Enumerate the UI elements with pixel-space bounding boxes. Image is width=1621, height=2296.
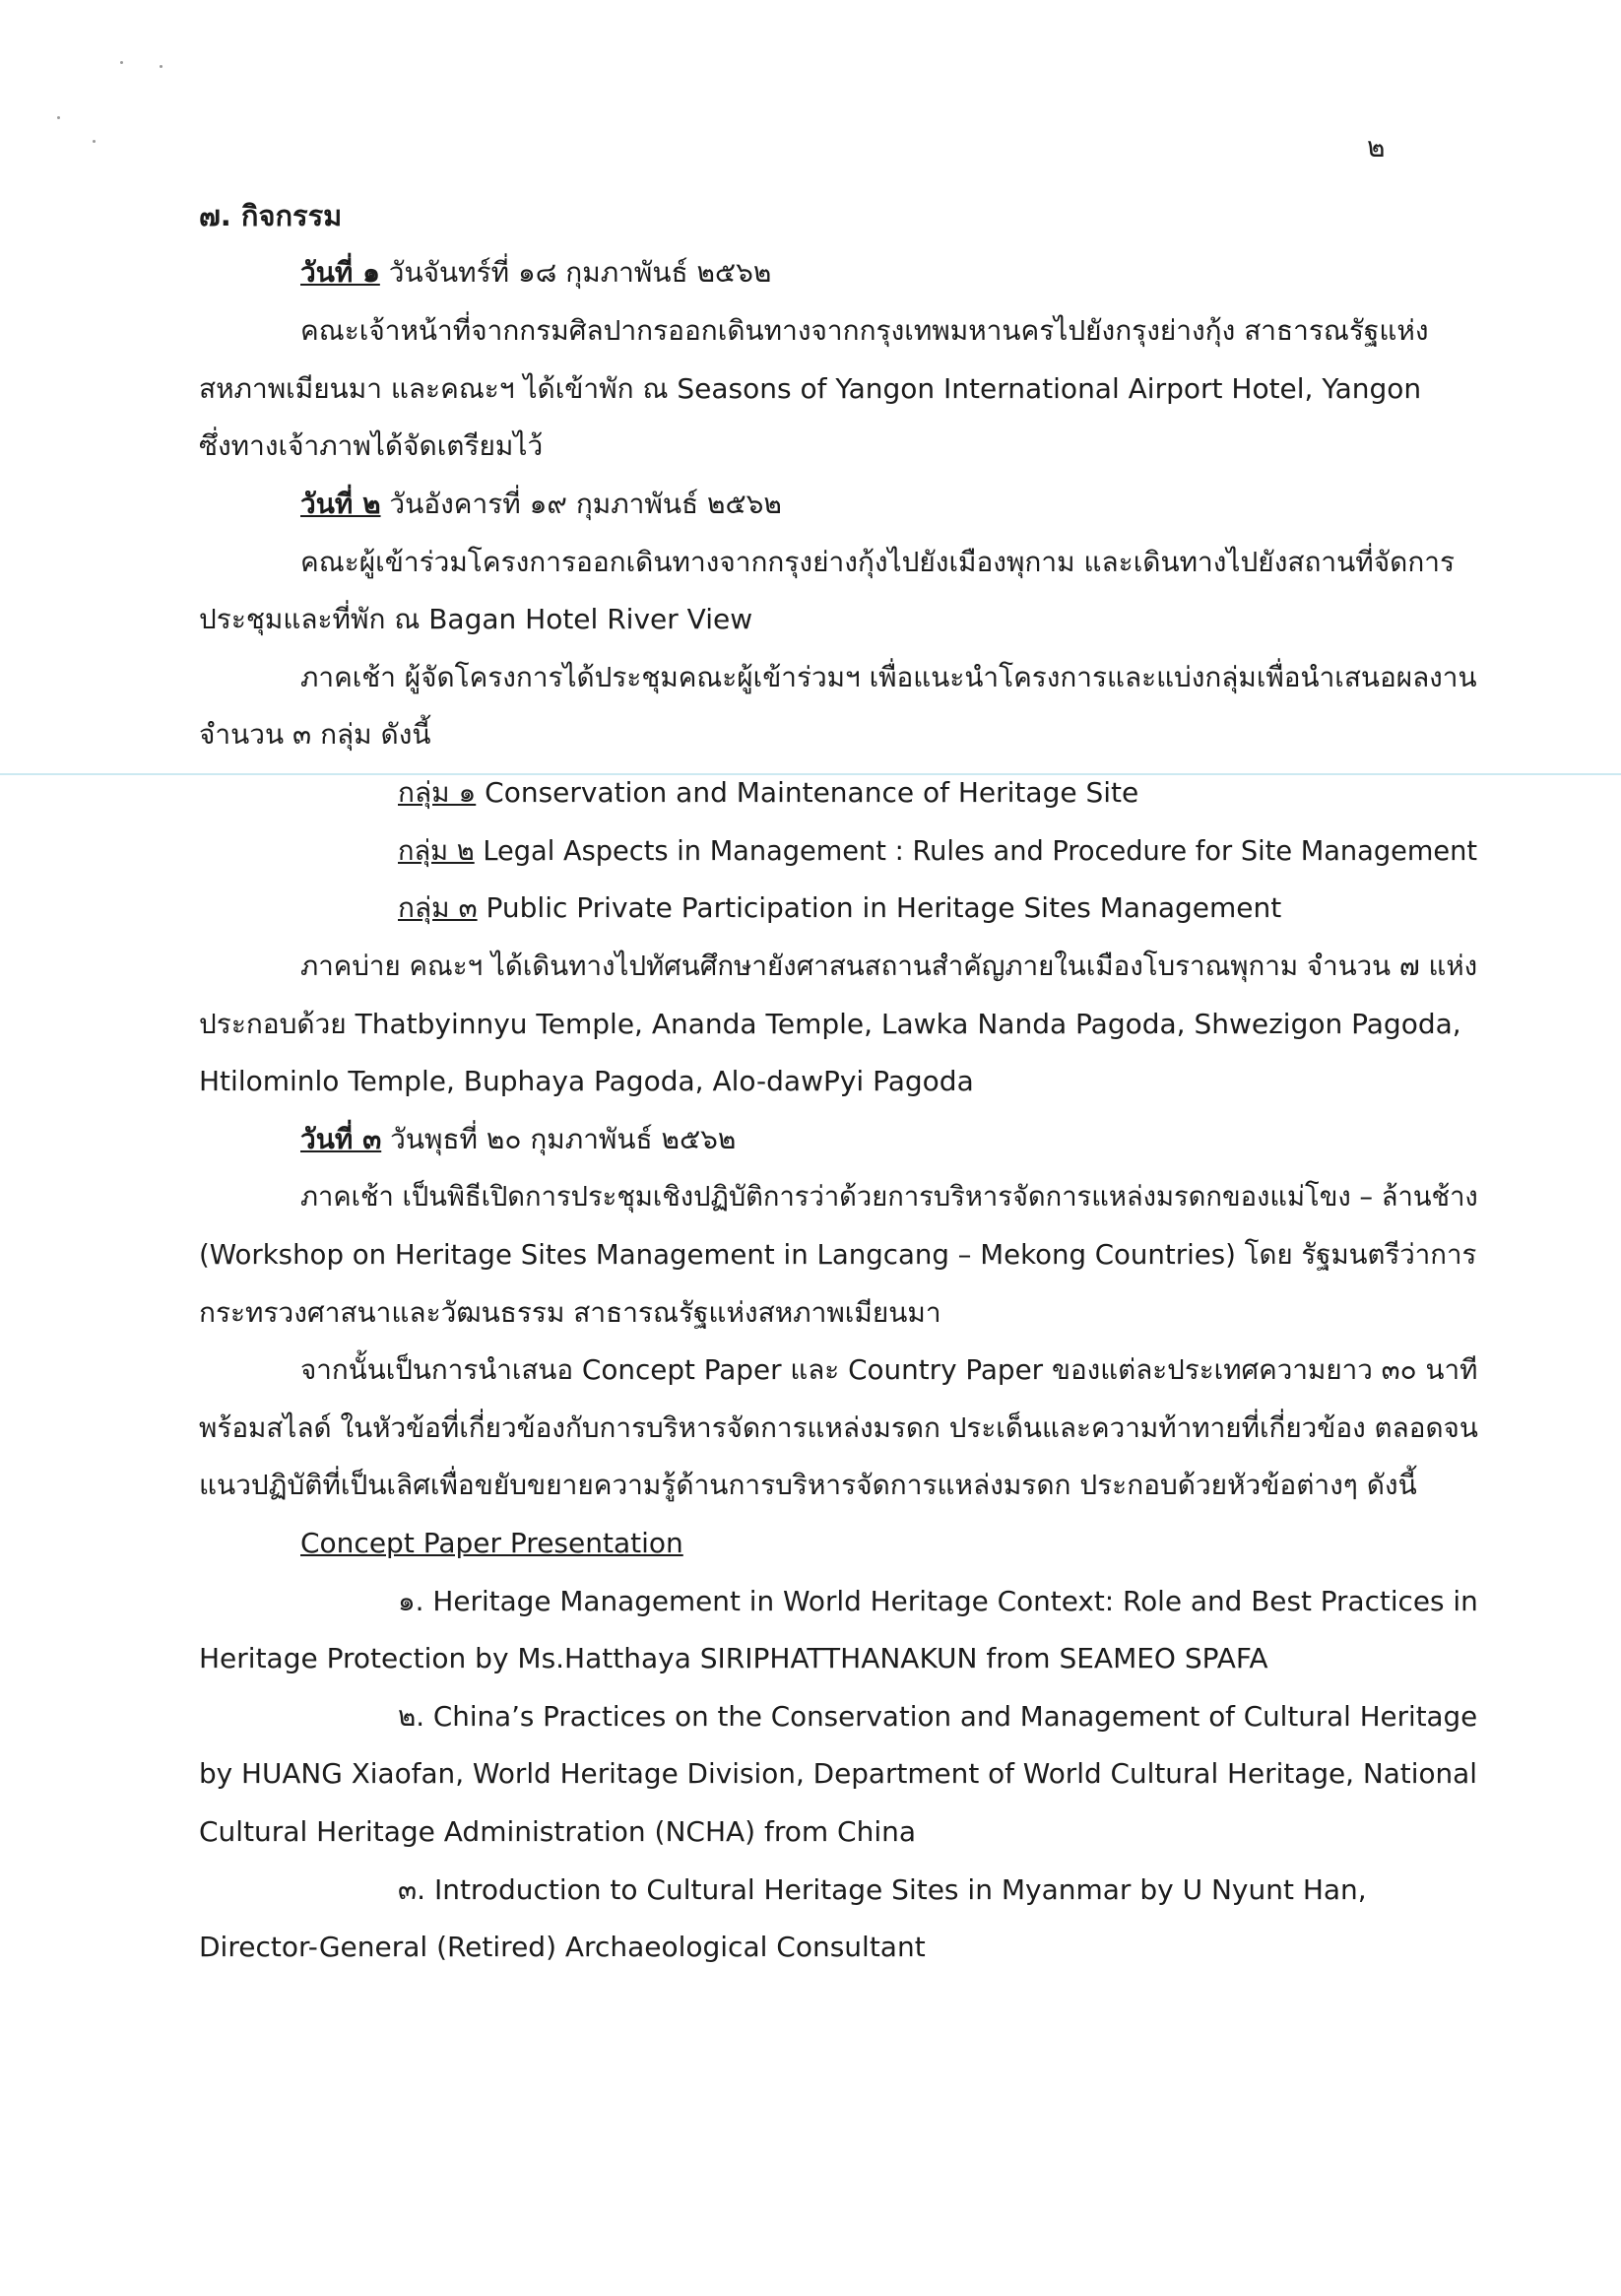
group-label: กลุ่ม ๓ — [398, 891, 478, 924]
scan-speck — [57, 116, 60, 119]
scan-speck — [160, 65, 162, 68]
day3-line-5: พร้อมสไลด์ ในหัวข้อที่เกี่ยวข้องกับการบริหารจัดการแหล่งมรดก ประเด็นและความท้าทายที่เกี่ยวข้อง ตลอดจน — [199, 1411, 1478, 1444]
presentation-line: by HUANG Xiaofan, World Heritage Division, Department of World Cultural Heritage, National — [199, 1757, 1477, 1790]
day1-title — [300, 254, 771, 292]
group-item — [398, 889, 1281, 927]
day3-date: วันพุธที่ ๒๐ กุมภาพันธ์ ๒๕๖๒ — [381, 1123, 737, 1155]
page-number: ๒ — [1367, 131, 1386, 164]
day3-line-4: จากนั้นเป็นการนำเสนอ Concept Paper และ Country Paper ของแต่ละประเทศความยาว ๓๐ นาที — [300, 1353, 1478, 1386]
day2-afternoon-line-3: Htilominlo Temple, Buphaya Pagoda, Alo-dawPyi Pagoda — [199, 1065, 974, 1097]
group-text: Public Private Participation in Heritage Sites Management — [477, 891, 1282, 924]
day3-title — [300, 1121, 736, 1158]
group-text: Legal Aspects in Management : Rules and Procedure for Site Management — [474, 834, 1478, 867]
scan-speck — [120, 61, 123, 64]
day1-line-3: ซึ่งทางเจ้าภาพได้จัดเตรียมไว้ — [199, 429, 544, 462]
day1-date: วันจันทร์ที่ ๑๘ กุมภาพันธ์ ๒๕๖๒ — [379, 256, 772, 289]
presentation-line: ๑. Heritage Management in World Heritage Context: Role and Best Practices in — [398, 1585, 1478, 1617]
group-item — [398, 774, 1138, 812]
day2-line-1: คณะผู้เข้าร่วมโครงการออกเดินทางจากกรุงย่างกุ้งไปยังเมืองพุกาม และเดินทางไปยังสถานที่จัดการ — [300, 546, 1456, 578]
day2-line-4: จำนวน ๓ กลุ่ม ดังนี้ — [199, 718, 431, 751]
section-heading: ๗. กิจกรรม — [199, 199, 343, 232]
day3-line-6: แนวปฏิบัติที่เป็นเลิศเพื่อขยับขยายความรู้ด้านการบริหารจัดการแหล่งมรดก ประกอบด้วยหัวข้อต่างๆ ดังนี้ — [199, 1469, 1417, 1501]
day1-line-2: สหภาพเมียนมา และคณะฯ ได้เข้าพัก ณ Seasons of Yangon International Airport Hotel, Yangon — [199, 372, 1422, 405]
group-label: กลุ่ม ๑ — [398, 776, 477, 809]
presentation-line: ๒. China’s Practices on the Conservation and Management of Cultural Heritage — [398, 1700, 1478, 1733]
group-text: Conservation and Maintenance of Heritage Site — [476, 776, 1139, 809]
day2-title — [300, 486, 782, 523]
day2-label: วันที่ ๒ — [300, 488, 381, 520]
day2-line-3: ภาคเช้า ผู้จัดโครงการได้ประชุมคณะผู้เข้าร่วมฯ เพื่อแนะนำโครงการและแบ่งกลุ่มเพื่อนำเสนอผลงาน — [300, 661, 1477, 693]
day1-label: วันที่ ๑ — [300, 256, 380, 289]
day3-label: วันที่ ๓ — [300, 1123, 382, 1155]
presentation-line: Heritage Protection by Ms.Hatthaya SIRIPHATTHANAKUN from SEAMEO SPAFA — [199, 1642, 1268, 1674]
day3-line-2: (Workshop on Heritage Sites Management in Langcang – Mekong Countries) โดย รัฐมนตรีว่าการ — [199, 1238, 1477, 1271]
day1-line-1: คณะเจ้าหน้าที่จากกรมศิลปากรออกเดินทางจากกรุงเทพมหานครไปยังกรุงย่างกุ้ง สาธารณรัฐแห่ง — [300, 314, 1429, 347]
day2-line-2: ประชุมและที่พัก ณ Bagan Hotel River View — [199, 603, 753, 635]
day2-afternoon-line-1: ภาคบ่าย คณะฯ ได้เดินทางไปทัศนศึกษายังศาสนสถานสำคัญภายในเมืองโบราณพุกาม จำนวน ๗ แห่ง — [300, 950, 1478, 982]
concept-paper-heading: Concept Paper Presentation — [300, 1527, 683, 1559]
presentation-line: Director-General (Retired) Archaeological Consultant — [199, 1931, 926, 1963]
day3-line-1: ภาคเช้า เป็นพิธีเปิดการประชุมเชิงปฏิบัติการว่าด้วยการบริหารจัดการแหล่งมรดกของแม่โขง – ล้านช้าง — [300, 1180, 1478, 1213]
day2-afternoon-line-2: ประกอบด้วย Thatbyinnyu Temple, Ananda Temple, Lawka Nanda Pagoda, Shwezigon Pagoda, — [199, 1008, 1461, 1040]
group-label: กลุ่ม ๒ — [398, 834, 475, 867]
day2-date: วันอังคารที่ ๑๙ กุมภาพันธ์ ๒๕๖๒ — [380, 488, 782, 520]
presentation-line: Cultural Heritage Administration (NCHA) from China — [199, 1815, 917, 1848]
day3-line-3: กระทรวงศาสนาและวัฒนธรรม สาธารณรัฐแห่งสหภาพเมียนมา — [199, 1296, 941, 1329]
scan-speck — [93, 140, 96, 143]
group-item — [398, 832, 1477, 870]
presentation-line: ๓. Introduction to Cultural Heritage Sites in Myanmar by U Nyunt Han, — [398, 1873, 1367, 1906]
